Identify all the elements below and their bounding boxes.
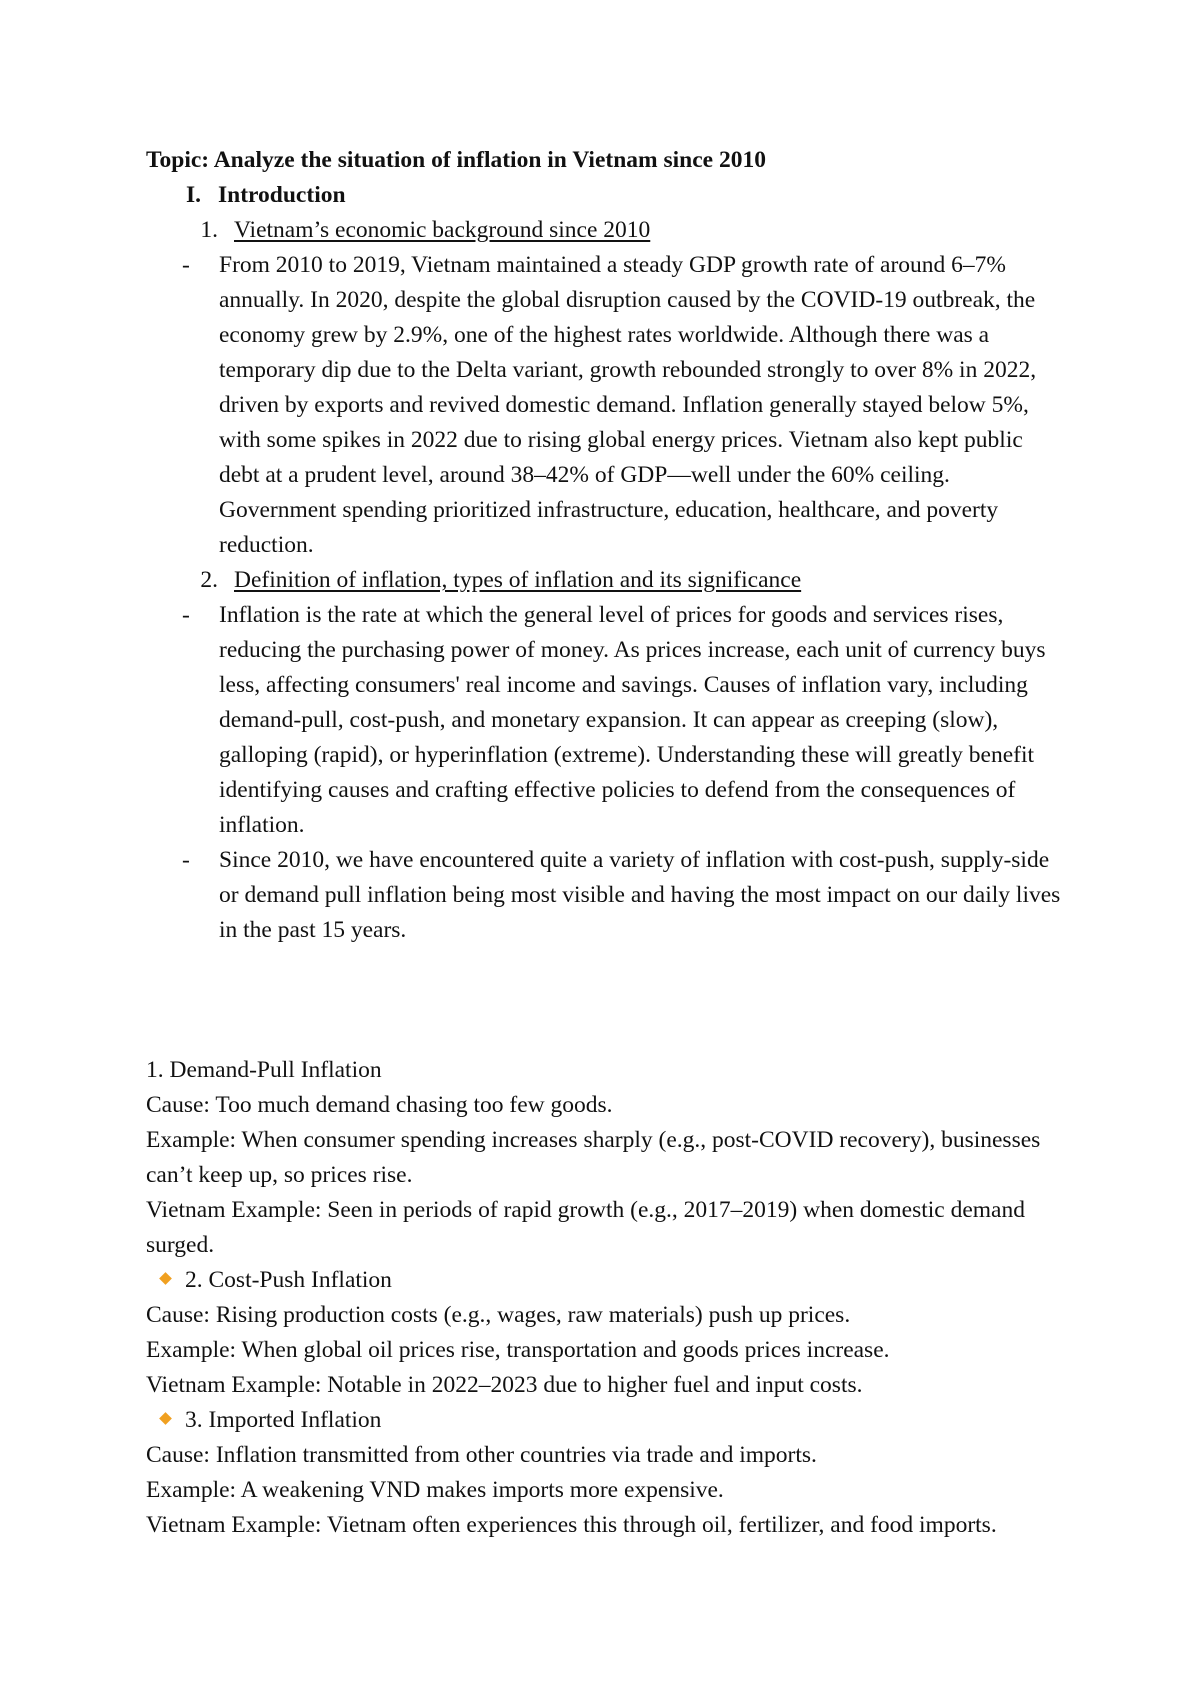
document-title: Topic: Analyze the situation of inflation in Vietnam since 2010 xyxy=(146,147,766,173)
paragraph-text: Since 2010, we have encountered quite a variety of inflation with cost-push, supply-side or demand pull inflation being most visible and having the most impact on our daily lives in the past 15 years. xyxy=(219,847,1061,943)
type-cause: Cause: Too much demand chasing too few goods. xyxy=(146,1092,613,1118)
paragraph-text: Inflation is the rate at which the general level of prices for goods and services rises, reducing the purchasing power of money. As prices increase, each unit of currency buys less, affecting consumers' real income and savings. Causes of inflation vary, including demand-pull, cost-push, and monetary expansion. It can appear as creeping (slow), galloping (rapid), or hyperinflation (extreme). Understanding these will greatly benefit identifying causes and crafting effective policies to defend from the consequences of inflation. xyxy=(219,602,1046,838)
subheading-definition-of-inflation xyxy=(146,563,1066,598)
type-example: Example: When global oil prices rise, transportation and goods prices increase. xyxy=(146,1337,890,1363)
document-page xyxy=(146,143,1066,1543)
orange-diamond-icon xyxy=(159,1272,172,1285)
type-heading-demand-pull: 1. Demand-Pull Inflation xyxy=(146,1057,382,1083)
blank-space xyxy=(146,948,1066,1053)
type-vietnam-example: Vietnam Example: Vietnam often experiences this through oil, fertilizer, and food imports. xyxy=(146,1512,997,1538)
paragraph-text: From 2010 to 2019, Vietnam maintained a steady GDP growth rate of around 6–7% annually. In 2020, despite the global disruption caused by the COVID-19 outbreak, the economy grew by 2.9%, one of the highest rates worldwide. Although there was a temporary dip due to the Delta variant, growth rebounded strongly to over 8% in 2022, driven by exports and revived domestic demand. Inflation generally stayed below 5%, with some spikes in 2022 due to rising global energy prices. Vietnam also kept public debt at a prudent level, around 38–42% of GDP—well under the 60% ceiling. Government spending prioritized infrastructure, education, healthcare, and poverty reduction. xyxy=(219,252,1037,558)
type-example: Example: A weakening VND makes imports more expensive. xyxy=(146,1477,724,1503)
dash-bullet: - xyxy=(182,602,190,628)
section-heading-introduction xyxy=(146,178,1066,213)
bullet-paragraph-definition xyxy=(146,598,1066,843)
type-heading-imported xyxy=(146,1403,1066,1438)
type-vietnam-example: Vietnam Example: Notable in 2022–2023 due to higher fuel and input costs. xyxy=(146,1372,863,1398)
type-heading-text: 2. Cost-Push Inflation xyxy=(185,1267,392,1293)
bullet-paragraph-economic-background xyxy=(146,248,1066,563)
subheading-number: 1. xyxy=(200,217,218,243)
section-numeral: I. xyxy=(185,182,201,208)
dash-bullet: - xyxy=(182,252,190,278)
bullet-paragraph-since-2010 xyxy=(146,843,1066,948)
type-heading-cost-push xyxy=(146,1263,1066,1298)
section-heading-text: Introduction xyxy=(218,182,346,208)
subheading-number: 2. xyxy=(200,567,218,593)
subheading-economic-background xyxy=(146,213,1066,248)
type-example: Example: When consumer spending increases sharply (e.g., post-COVID recovery), businesses can’t keep up, so prices rise. xyxy=(146,1127,1041,1188)
subheading-text: Definition of inflation, types of inflation and its significance xyxy=(234,567,802,593)
orange-diamond-icon xyxy=(159,1412,172,1425)
dash-bullet: - xyxy=(182,847,190,873)
type-heading-text: 3. Imported Inflation xyxy=(185,1407,382,1433)
type-cause: Cause: Rising production costs (e.g., wages, raw materials) push up prices. xyxy=(146,1302,851,1328)
subheading-text: Vietnam’s economic background since 2010 xyxy=(234,217,651,243)
type-vietnam-example: Vietnam Example: Seen in periods of rapid growth (e.g., 2017–2019) when domestic demand surged. xyxy=(146,1197,1025,1258)
type-cause: Cause: Inflation transmitted from other countries via trade and imports. xyxy=(146,1442,817,1468)
